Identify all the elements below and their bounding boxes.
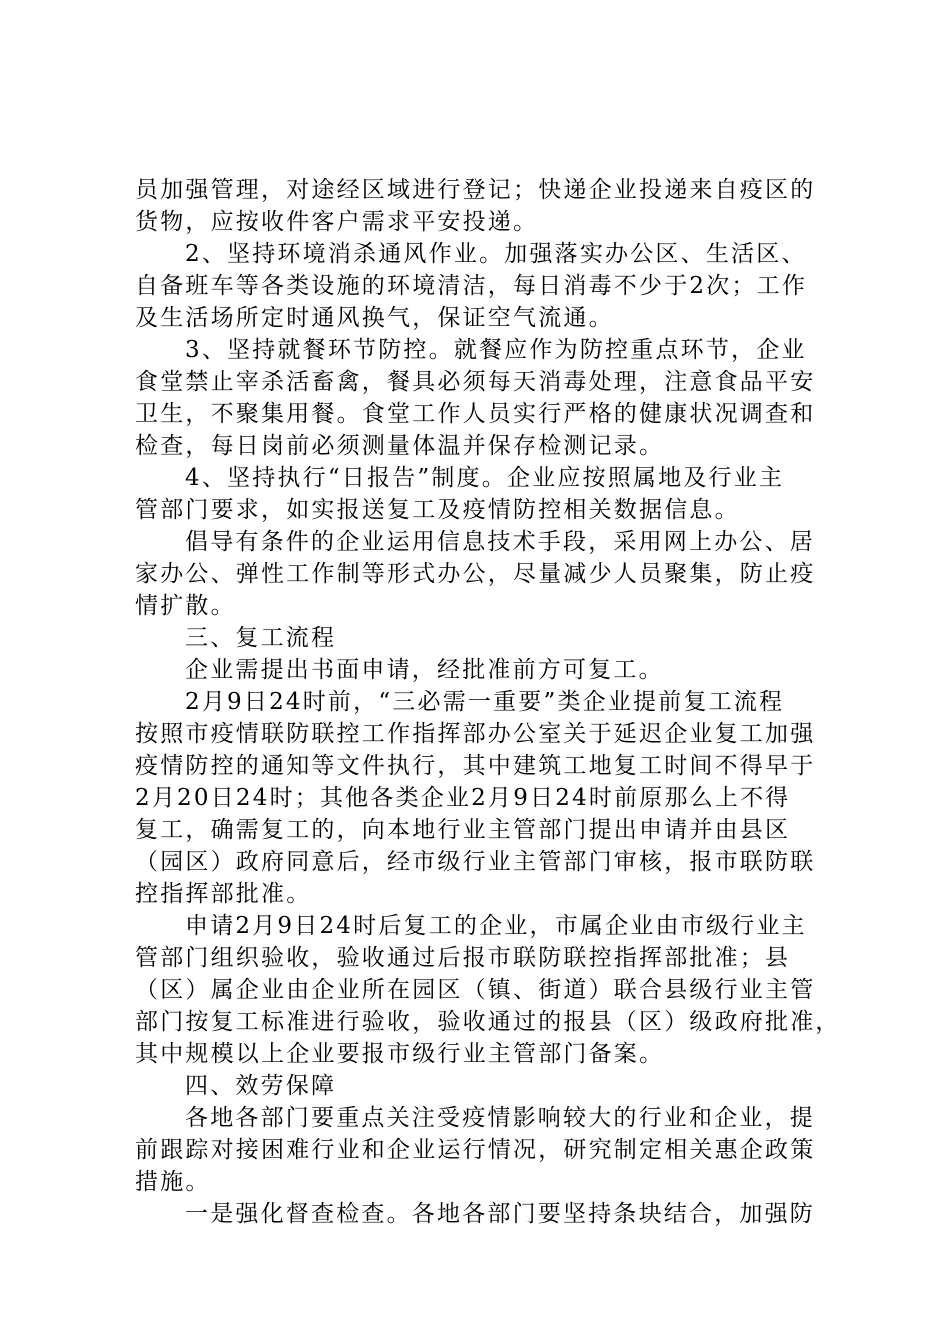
text-line: 疫情防控的通知等文件执行，其中建筑工地复工时间不得早于	[135, 753, 816, 779]
text-line: 情扩散。	[135, 593, 236, 619]
text-line: 检查，每日岗前必须测量体温并保存检测记录。	[135, 433, 665, 459]
text-line: 货物，应按收件客户需求平安投递。	[135, 209, 539, 235]
text-line: 4、坚持执行“日报告”制度。企业应按照属地及行业主	[185, 465, 785, 491]
text-line: 复工，确需复工的，向本地行业主管部门提出申请并由县区	[135, 817, 791, 843]
section-heading: 三、复工流程	[185, 625, 337, 651]
text-line: 管部门要求，如实报送复工及疫情防控相关数据信息。	[135, 497, 740, 523]
text-line: 及生活场所定时通风换气，保证空气流通。	[135, 305, 614, 331]
text-line: 家办公、弹性工作制等形式办公，尽量减少人员聚集，防止疫	[135, 561, 816, 587]
text-line: 措施。	[135, 1169, 211, 1195]
text-line: 员加强管理，对途经区域进行登记；快递企业投递来自疫区的	[135, 177, 816, 203]
text-line: 食堂禁止宰杀活畜禽，餐具必须每天消毒处理，注意食品平安	[135, 369, 816, 395]
text-line: 管部门组织验收，验收通过后报市联防联控指挥部批准；县	[135, 945, 791, 971]
text-line: 卫生，不聚集用餐。食堂工作人员实行严格的健康状况调查和	[135, 401, 816, 427]
text-line: 企业需提出书面申请，经批准前方可复工。	[185, 657, 664, 683]
text-line: 2月9日24时前，“三必需一重要”类企业提前复工流程	[185, 689, 785, 715]
text-line: 其中规模以上企业要报市级行业主管部门备案。	[135, 1041, 665, 1067]
text-line: 按照市疫情联防联控工作指挥部办公室关于延迟企业复工加强	[135, 721, 816, 747]
text-line: 2、坚持环境消杀通风作业。加强落实办公区、生活区、	[185, 241, 807, 267]
section-heading: 四、效劳保障	[185, 1073, 337, 1099]
text-line: 一是强化督查检查。各地各部门要坚持条块结合，加强防	[185, 1201, 815, 1227]
text-line: 部门按复工标准进行验收，验收通过的报县（区）级政府批准，	[135, 1009, 841, 1035]
text-line: 前跟踪对接困难行业和企业运行情况，研究制定相关惠企政策	[135, 1137, 816, 1163]
text-line: 倡导有条件的企业运用信息技术手段，采用网上办公、居	[185, 529, 815, 555]
text-line: （园区）政府同意后，经市级行业主管部门审核，报市联防联	[135, 849, 816, 875]
text-line: 3、坚持就餐环节防控。就餐应作为防控重点环节，企业	[185, 337, 807, 363]
text-line: 2月20日24时；其他各类企业2月9日24时前原那么上不得	[135, 785, 791, 811]
text-line: 自备班车等各类设施的环境清洁，每日消毒不少于2次；工作	[135, 273, 808, 299]
text-line: （区）属企业由企业所在园区（镇、街道）联合县级行业主管	[135, 977, 816, 1003]
text-line: 控指挥部批准。	[135, 881, 312, 907]
text-line: 各地各部门要重点关注受疫情影响较大的行业和企业，提	[185, 1105, 815, 1131]
text-line: 申请2月9日24时后复工的企业，市属企业由市级行业主	[185, 913, 807, 939]
